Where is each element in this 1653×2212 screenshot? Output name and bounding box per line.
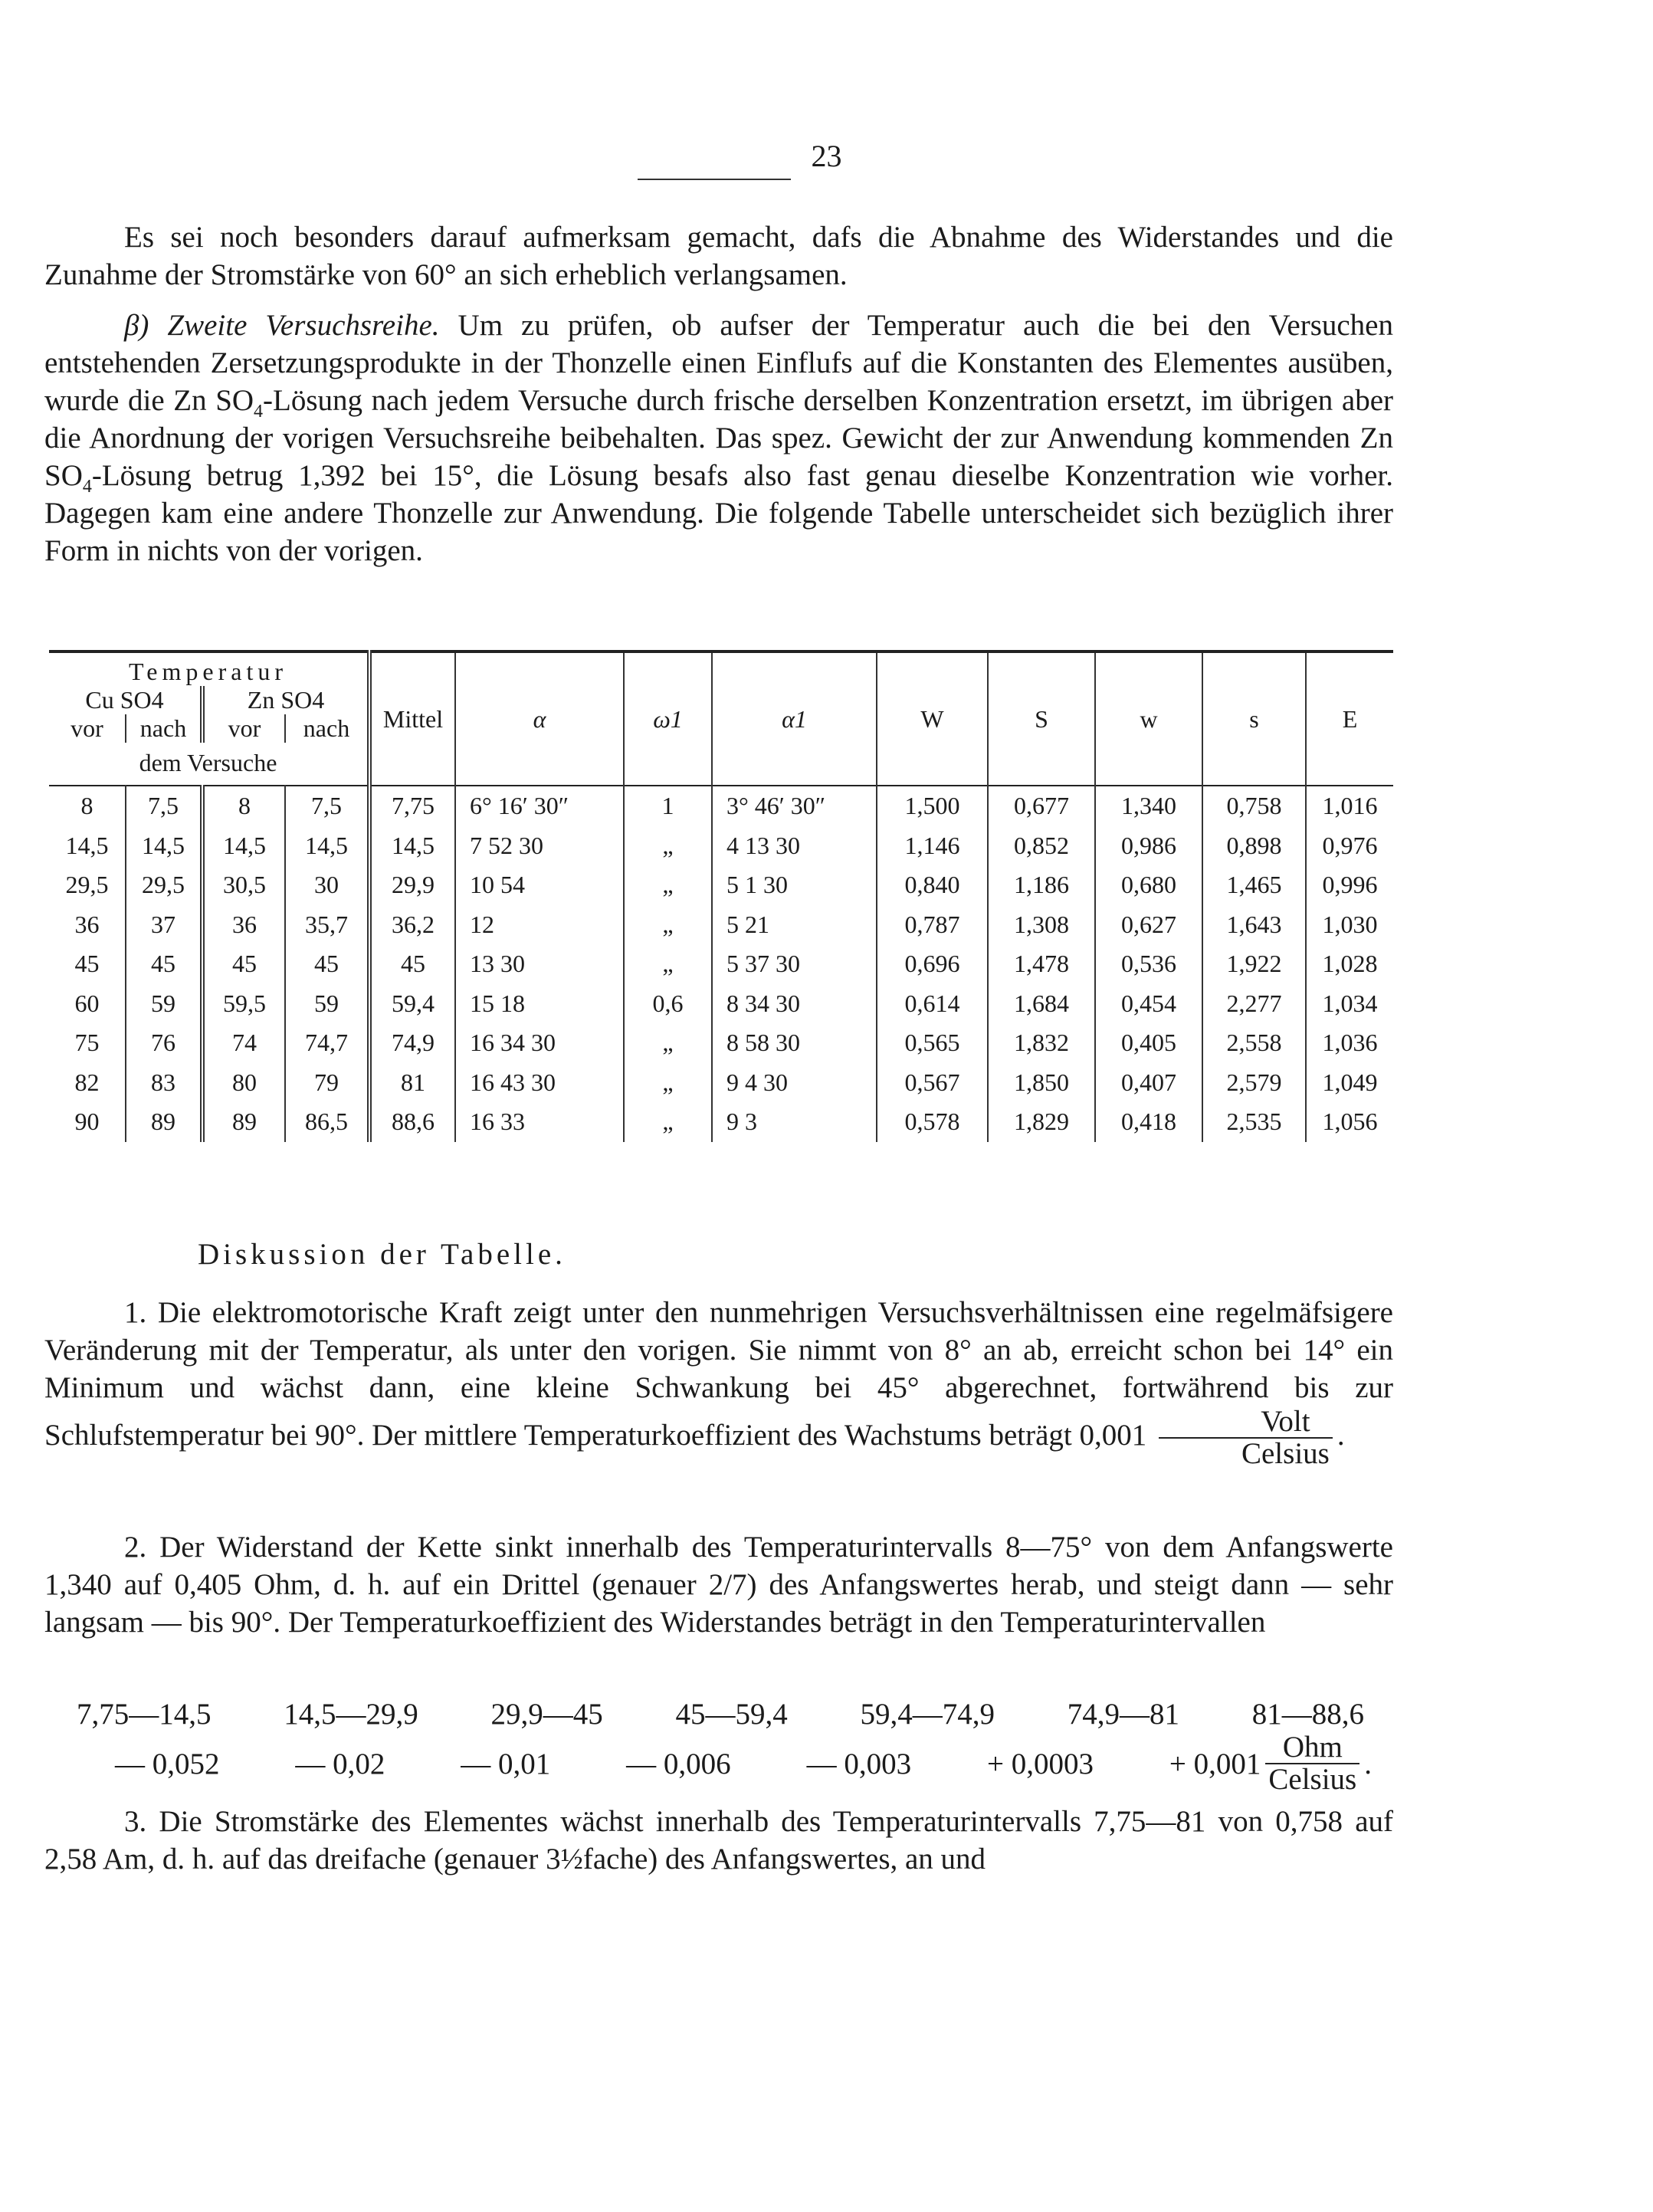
header-zn-nach: nach — [285, 714, 369, 743]
header-cuso4: Cu SO4 — [85, 686, 164, 714]
table-cell: 1,832 — [988, 1023, 1095, 1063]
table-cell: 1 — [624, 786, 712, 826]
table-cell: 14,5 — [285, 826, 369, 866]
table-cell: 1,308 — [988, 905, 1095, 945]
table-row — [49, 786, 1393, 826]
table-cell: 15 18 — [455, 984, 624, 1024]
section-label: β) Zweite Versuchsreihe. — [124, 309, 440, 342]
discussion-point-1: 1. Die elektromotorische Kraft zeigt unter den nunmehrigen Versuchsverhältnissen eine regelmäfsigere Veränderung mit der Temperatur, als unter den vorigen. Sie nimmt von 8° an ab, erreicht schon bei 14° ein Minimum und wächst dann, eine kleine Schwankung bei 45° abgerechnet, fortwährend bis zur Schlufstemperatur bei 90°. Der mittlere Temperaturkoeffizient des Wachstums beträgt 0,001 $\frac{\text{Volt}}{\text{Celsius}}$ . — [44, 1296, 1393, 1470]
table-cell: 13 30 — [455, 944, 624, 984]
table-cell: 0,996 — [1306, 865, 1393, 905]
header-S: S — [988, 651, 1095, 786]
table-cell: 82 — [74, 1068, 100, 1096]
table-cell: 60 — [74, 989, 100, 1017]
table-cell: 1,186 — [988, 865, 1095, 905]
section-text-3: -Lösung betrug 1,392 bei 15°, die Lösung besafs also fast genau dieselbe Konzentration wie vorher. Dagegen kam eine andere Thonzelle zur Anwendung. Die folgende Tabelle unterscheidet sich bezüglich ihrer Form in nichts von der vorigen. — [44, 459, 1393, 567]
resistance-coefficient: — 0,01 — [461, 1747, 551, 1780]
table-cell: 1,829 — [988, 1102, 1095, 1142]
measurement-table — [49, 650, 1393, 1142]
table-cell: 2,579 — [1202, 1063, 1306, 1103]
table-cell: 16 33 — [455, 1102, 624, 1142]
table-cell: 59 — [285, 984, 369, 1024]
table-row — [49, 984, 1393, 1024]
header-W: W — [877, 651, 988, 786]
table-cell: 74 — [202, 1023, 285, 1063]
table-cell: 37 — [126, 905, 202, 945]
table-cell: 2,535 — [1202, 1102, 1306, 1142]
coefficient-values — [115, 1747, 1261, 1781]
table-cell: „ — [624, 1063, 712, 1103]
table-cell: 16 43 30 — [455, 1063, 624, 1103]
table-cell: 8 58 30 — [712, 1023, 877, 1063]
table-cell: 1,056 — [1306, 1102, 1393, 1142]
section-paragraph — [44, 307, 1393, 569]
table-cell: „ — [624, 944, 712, 984]
table-cell: 1,500 — [877, 786, 988, 826]
table-row — [49, 865, 1393, 905]
d2-text-b: ) des Anfangswertes herab, und steigt dann — sehr langsam — bis 90°. Der Temperaturkoeffizient des Widerstandes beträgt in den Temperaturintervallen — [44, 1568, 1393, 1639]
section-sub-2: 4 — [82, 476, 92, 497]
table-cell: 0,696 — [877, 944, 988, 984]
discussion-heading: Diskussion der Tabelle. — [198, 1238, 566, 1271]
table-cell: 8 34 30 — [712, 984, 877, 1024]
page-number: 23 — [811, 139, 842, 173]
temperature-range: 81—88,6 — [1251, 1698, 1364, 1731]
table-cell: 10 54 — [455, 865, 624, 905]
table-body — [49, 786, 1393, 1142]
table-cell: 29,5 — [126, 865, 202, 905]
table-cell: 14,5 — [369, 826, 455, 866]
table-cell: 36 — [202, 905, 285, 945]
table-cell: 1,049 — [1306, 1063, 1393, 1103]
table-cell: 1,016 — [1306, 786, 1393, 826]
table-cell: 0,454 — [1095, 984, 1202, 1024]
table-cell: 86,5 — [285, 1102, 369, 1142]
ohm-label: Ohm — [1265, 1732, 1359, 1764]
header-alpha1: α1 — [712, 651, 877, 786]
d1-text: 1. Die elektromotorische Kraft zeigt unter den nunmehrigen Versuchsverhältnissen eine regelmäfsigere Veränderung mit der Temperatur, als unter den vorigen. Sie nimmt von 8° an ab, erreicht schon bei 14° ein Minimum und wächst dann, eine kleine Schwankung bei 45° abgerechnet, fortwährend bis zur Schlufstemperatur bei 90°. Der mittlere Temperaturkoeffizient des Wachstums beträgt 0,001 — [44, 1296, 1393, 1452]
header-w: w — [1095, 651, 1202, 786]
table-cell: 29,9 — [369, 865, 455, 905]
table-cell: 74,7 — [285, 1023, 369, 1063]
table-cell: 74,9 — [369, 1023, 455, 1063]
table-cell: 1,034 — [1306, 984, 1393, 1024]
table-cell: 0,787 — [877, 905, 988, 945]
table-cell: 35,7 — [285, 905, 369, 945]
table-cell: 9 3 — [712, 1102, 877, 1142]
table-row — [49, 826, 1393, 866]
table-cell: 7,75 — [369, 786, 455, 826]
header-znso4: Zn SO4 — [202, 686, 369, 714]
table-cell: 36,2 — [369, 905, 455, 945]
table-cell: 0,758 — [1202, 786, 1306, 826]
table-cell: 29,5 — [65, 871, 109, 899]
table-cell: 1,478 — [988, 944, 1095, 984]
resistance-coefficient: — 0,006 — [626, 1747, 731, 1780]
page-number-rule — [638, 179, 791, 180]
header-E: E — [1306, 651, 1393, 786]
header-mittel: Mittel — [369, 651, 455, 786]
table-cell: 45 — [369, 944, 455, 984]
table-cell: 9 4 30 — [712, 1063, 877, 1103]
table-cell: 6° 16′ 30″ — [455, 786, 624, 826]
header-omega1: ω1 — [624, 651, 712, 786]
header-s: s — [1202, 651, 1306, 786]
table-cell: 1,340 — [1095, 786, 1202, 826]
table-cell: 7,5 — [285, 786, 369, 826]
celsius-label: Celsius — [1241, 1437, 1330, 1470]
header-cu-nach: nach — [126, 714, 202, 743]
table-cell: 0,418 — [1095, 1102, 1202, 1142]
table-cell: 0,567 — [877, 1063, 988, 1103]
table-cell: 45 — [202, 944, 285, 984]
table-cell: 0,6 — [624, 984, 712, 1024]
table-cell: 75 — [74, 1029, 100, 1057]
table-cell: 1,465 — [1202, 865, 1306, 905]
table-cell: „ — [624, 1023, 712, 1063]
table-cell: 30,5 — [202, 865, 285, 905]
discussion-point-3: 3. Die Stromstärke des Elementes wächst innerhalb des Temperaturintervalls 7,75—81 von 0,758 auf 2,58 Am, d. h. auf das dreifache (genauer 3½fache) des Anfangswertes, an und — [44, 1805, 1393, 1876]
table-cell: 16 34 30 — [455, 1023, 624, 1063]
table-cell: 0,976 — [1306, 826, 1393, 866]
table-cell: „ — [624, 1102, 712, 1142]
header-alpha: α — [455, 651, 624, 786]
resistance-coefficient: — 0,052 — [115, 1747, 220, 1780]
table-cell: 45 — [126, 944, 202, 984]
temperature-range: 45—59,4 — [675, 1698, 788, 1731]
table-cell: 76 — [126, 1023, 202, 1063]
table-cell: 0,565 — [877, 1023, 988, 1063]
table-cell: 45 — [74, 950, 100, 978]
table-cell: 0,840 — [877, 865, 988, 905]
table-row — [49, 905, 1393, 945]
table-cell: „ — [624, 905, 712, 945]
ohm-per-celsius-fraction — [1265, 1732, 1359, 1795]
resistance-coefficient: — 0,003 — [806, 1747, 912, 1780]
volt-per-celsius-fraction — [1159, 1406, 1333, 1469]
table-cell: 1,028 — [1306, 944, 1393, 984]
volt-label: Volt — [1159, 1406, 1333, 1439]
table-cell: 59 — [126, 984, 202, 1024]
table-cell: „ — [624, 865, 712, 905]
table-cell: 0,536 — [1095, 944, 1202, 984]
table-cell: 0,680 — [1095, 865, 1202, 905]
table-cell: 1,036 — [1306, 1023, 1393, 1063]
table-cell: 1,030 — [1306, 905, 1393, 945]
table-cell: 80 — [202, 1063, 285, 1103]
table-cell: 88,6 — [369, 1102, 455, 1142]
table-cell: 5 1 30 — [712, 865, 877, 905]
table-cell: 45 — [285, 944, 369, 984]
header-cu-vor: vor — [71, 714, 103, 742]
table-cell: „ — [624, 826, 712, 866]
table-cell: 59,4 — [369, 984, 455, 1024]
table-cell: 2,558 — [1202, 1023, 1306, 1063]
header-temperatur: Temperatur — [128, 658, 287, 685]
table-cell: 1,922 — [1202, 944, 1306, 984]
table-cell: 0,852 — [988, 826, 1095, 866]
table-cell: 83 — [126, 1063, 202, 1103]
section-text-2: -Lösung nach jedem Versuche durch frische derselben Konzentration ersetzt, im übrigen aber die Anordnung der vorigen Versuchsreihe beibehalten. Das spez. Gewicht der zur Anwendung kommenden Zn SO — [44, 384, 1393, 492]
d2-fraction: 2/7 — [708, 1568, 747, 1601]
resistance-coefficient: + 0,0003 — [986, 1747, 1094, 1780]
table-row — [49, 1063, 1393, 1103]
table-cell: 7 52 30 — [455, 826, 624, 866]
table-cell: 79 — [285, 1063, 369, 1103]
table-cell: 0,898 — [1202, 826, 1306, 866]
table-cell: 8 — [202, 786, 285, 826]
table-cell: 0,614 — [877, 984, 988, 1024]
table-cell: 7,5 — [126, 786, 202, 826]
table-cell: 5 37 30 — [712, 944, 877, 984]
table-row — [49, 944, 1393, 984]
table-cell: 1,850 — [988, 1063, 1095, 1103]
temperature-range: 14,5—29,9 — [284, 1698, 418, 1731]
table-cell: 3° 46′ 30″ — [712, 786, 877, 826]
resistance-coefficient: — 0,02 — [295, 1747, 385, 1780]
table-cell: 30 — [285, 865, 369, 905]
temperature-range: 7,75—14,5 — [77, 1698, 212, 1731]
temperature-range: 74,9—81 — [1067, 1698, 1179, 1731]
d2-text-a: 2. Der Widerstand der Kette sinkt innerhalb des Temperaturintervalls 8—75° von dem Anfangswerte 1,340 auf 0,405 Ohm, d. h. auf ein Drittel (genauer — [44, 1531, 1393, 1601]
table-cell: 1,684 — [988, 984, 1095, 1024]
table-cell: 0,405 — [1095, 1023, 1202, 1063]
table-cell: 12 — [455, 905, 624, 945]
table-cell: 4 13 30 — [712, 826, 877, 866]
table-cell: 0,578 — [877, 1102, 988, 1142]
temperature-range: 29,9—45 — [490, 1698, 603, 1731]
resistance-coefficient: + 0,001 — [1169, 1747, 1261, 1780]
table-row — [49, 1023, 1393, 1063]
temperature-range: 59,4—74,9 — [860, 1698, 995, 1731]
celsius-label-2: Celsius — [1268, 1763, 1357, 1796]
header-zn-vor: vor — [202, 714, 285, 743]
table-cell: 2,277 — [1202, 984, 1306, 1024]
table-cell: 14,5 — [126, 826, 202, 866]
table-row — [49, 1102, 1393, 1142]
table-cell: 0,407 — [1095, 1063, 1202, 1103]
table-cell: 0,677 — [988, 786, 1095, 826]
table-cell: 81 — [369, 1063, 455, 1103]
table-cell: 59,5 — [202, 984, 285, 1024]
coefficients-line: — 0,052 — 0,02 — 0,01 — 0,006 — 0,003 + 0,0003 + 0,001 $\frac{\text{Ohm}}{\text{Celsius}}$ . — [115, 1731, 1372, 1796]
header-dem-versuche: dem Versuche — [139, 749, 277, 776]
section-text-1: Um zu prüfen, ob aufser der Temperatur auch die bei den Versuchen entstehenden Zersetzungsprodukte in der Thonzelle einen Einflufs auf die Konstanten des Elementes ausüben, wurde die Zn SO — [44, 309, 1393, 417]
table-cell: 14,5 — [65, 831, 109, 859]
table-cell: 14,5 — [202, 826, 285, 866]
intro-paragraph: Es sei noch besonders darauf aufmerksam gemacht, dafs die Abnahme des Widerstandes und die Zunahme der Stromstärke von 60° an sich erheblich verlangsamen. — [44, 221, 1393, 291]
table-cell: 89 — [126, 1102, 202, 1142]
temperature-ranges — [77, 1697, 1364, 1731]
table-cell: 36 — [74, 910, 100, 938]
table-cell: 89 — [202, 1102, 285, 1142]
table-cell: 5 21 — [712, 905, 877, 945]
table-cell: 8 — [80, 792, 93, 820]
table-cell: 90 — [74, 1108, 100, 1136]
table-cell: 1,643 — [1202, 905, 1306, 945]
table-cell: 0,986 — [1095, 826, 1202, 866]
section-sub-1: 4 — [254, 401, 264, 422]
table-cell: 1,146 — [877, 826, 988, 866]
table-cell: 0,627 — [1095, 905, 1202, 945]
discussion-point-2 — [44, 1528, 1393, 1641]
